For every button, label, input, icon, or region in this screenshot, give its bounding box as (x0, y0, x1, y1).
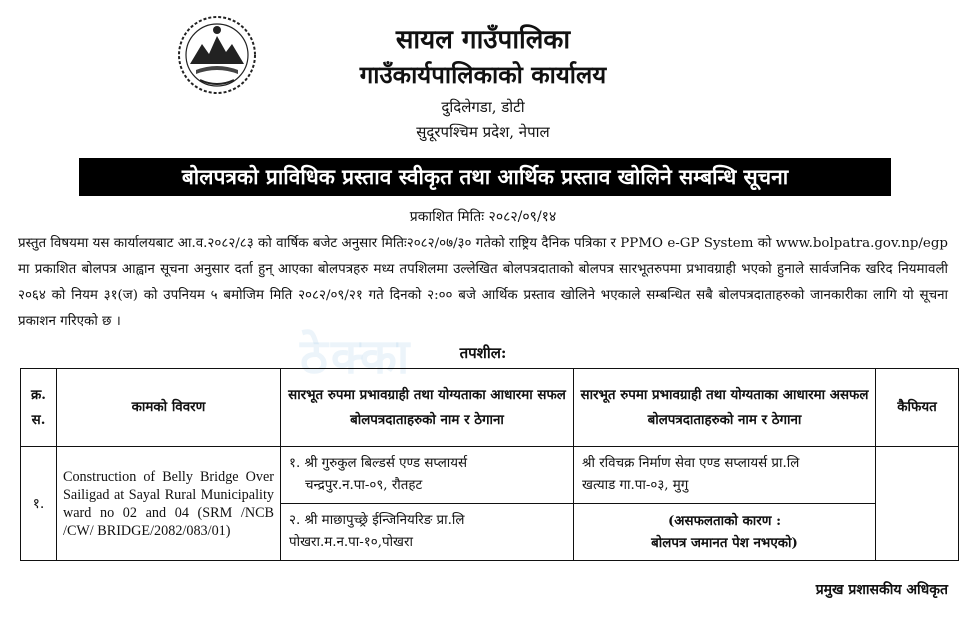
row-description: Construction of Belly Bridge Over Sailigad at Sayal Rural Municipality ward no 02 and 04 (SRM /NCB /CW/ BRIDGE/2082/083/01) (57, 447, 281, 561)
municipality-title: सायल गाउँपालिका (395, 25, 571, 55)
watermark-logo: ठेक्का (300, 329, 413, 385)
row-sn: १. (21, 447, 57, 561)
notice-body: प्रस्तुत विषयमा यस कार्यालयबाट आ.व.२०८२/८३ को वार्षिक बजेट अनुसार मितिः२०८२/०७/३० गतेको राष्ट्रिय दैनिक पत्रिका र PPMO e-GP System को www.bolpatra.gov.np/egp मा प्रकाशित बोलपत्र आह्वान सूचना अनुसार दर्ता हुन् आएका बोलपत्रहरु मध्य तपशिलमा उल्लेखित बोलपत्रदाताको बोलपत्र सारभूतरुपमा प्रभावग्राही भएको हुनाले सार्वजनिक खरिद नियमावली २०६४ को नियम ३१(ज) को उपनियम ५ बमोजिम मिति २०८२/०९/२१ गते दिनको २:०० बजे आर्थिक प्रस्ताव खोलिने भएकाले सम्बन्धित सबै बोलपत्रदाताहरुको जानकारीका लागि यो सूचना प्रकाशन गरिएको छ । (18, 236, 948, 329)
header-unsuccessful: सारभूत रुपमा प्रभावग्राही तथा योग्यताका आधारमा असफल बोलपत्रदाताहरुको नाम र ठेगाना (574, 369, 876, 447)
bidders-table (20, 368, 959, 561)
header-successful: सारभूत रुपमा प्रभावग्राही तथा योग्यताका आधारमा सफल बोलपत्रदाताहरुको नाम र ठेगाना (281, 369, 574, 447)
office-title: गाउँकार्यपालिकाको कार्यालय (359, 60, 607, 89)
location-line-2: सुदूरपश्चिम प्रदेश, नेपाल (416, 123, 550, 141)
signatory-title: प्रमुख प्रशासकीय अधिकृत (815, 582, 948, 598)
table-row (21, 447, 959, 504)
successful-bidder-2-address: पोखरा.म.न.पा-१०,पोखरा (289, 535, 413, 550)
failure-reason-text: बोलपत्र जमानत पेश नभएको) (651, 535, 798, 551)
notice-banner: बोलपत्रको प्राविधिक प्रस्ताव स्वीकृत तथा आर्थिक प्रस्ताव खोलिने सम्बन्धि सूचना (79, 158, 891, 196)
details-heading: तपशील: (459, 344, 507, 362)
table-header-row (21, 369, 959, 447)
location-line-1: दुदिलेगडा, डोटी (441, 98, 525, 116)
unsuccessful-bidder (574, 447, 876, 504)
successful-bidder-2-name: २. श्री माछापुच्छ्रे ईन्जिनियरिङ प्रा.लि (289, 513, 465, 528)
unsuccessful-bidder-address: खत्याड गा.पा-०३, मुगु (582, 478, 689, 493)
header-remarks: कैफियत (876, 369, 959, 447)
failure-reason (574, 504, 876, 561)
published-date: प्रकाशित मितिः २०८२/०९/१४ (409, 209, 557, 225)
successful-bidder-1-address: चन्द्रपुर.न.पा-०९, रौतहट (305, 478, 423, 493)
row-remarks (876, 447, 959, 561)
unsuccessful-bidder-name: श्री रविचक्र निर्माण सेवा एण्ड सप्लायर्स प्रा.लि (582, 456, 800, 471)
successful-bidder-1-name: १. श्री गुरुकुल बिल्डर्स एण्ड सप्लायर्स (289, 456, 468, 471)
successful-bidder-1 (281, 447, 574, 504)
header-description: कामको विवरण (57, 369, 281, 447)
failure-reason-label: (असफलताको कारण : (667, 513, 782, 529)
successful-bidder-2 (281, 504, 574, 561)
header-sn: क्र. स. (21, 369, 57, 447)
